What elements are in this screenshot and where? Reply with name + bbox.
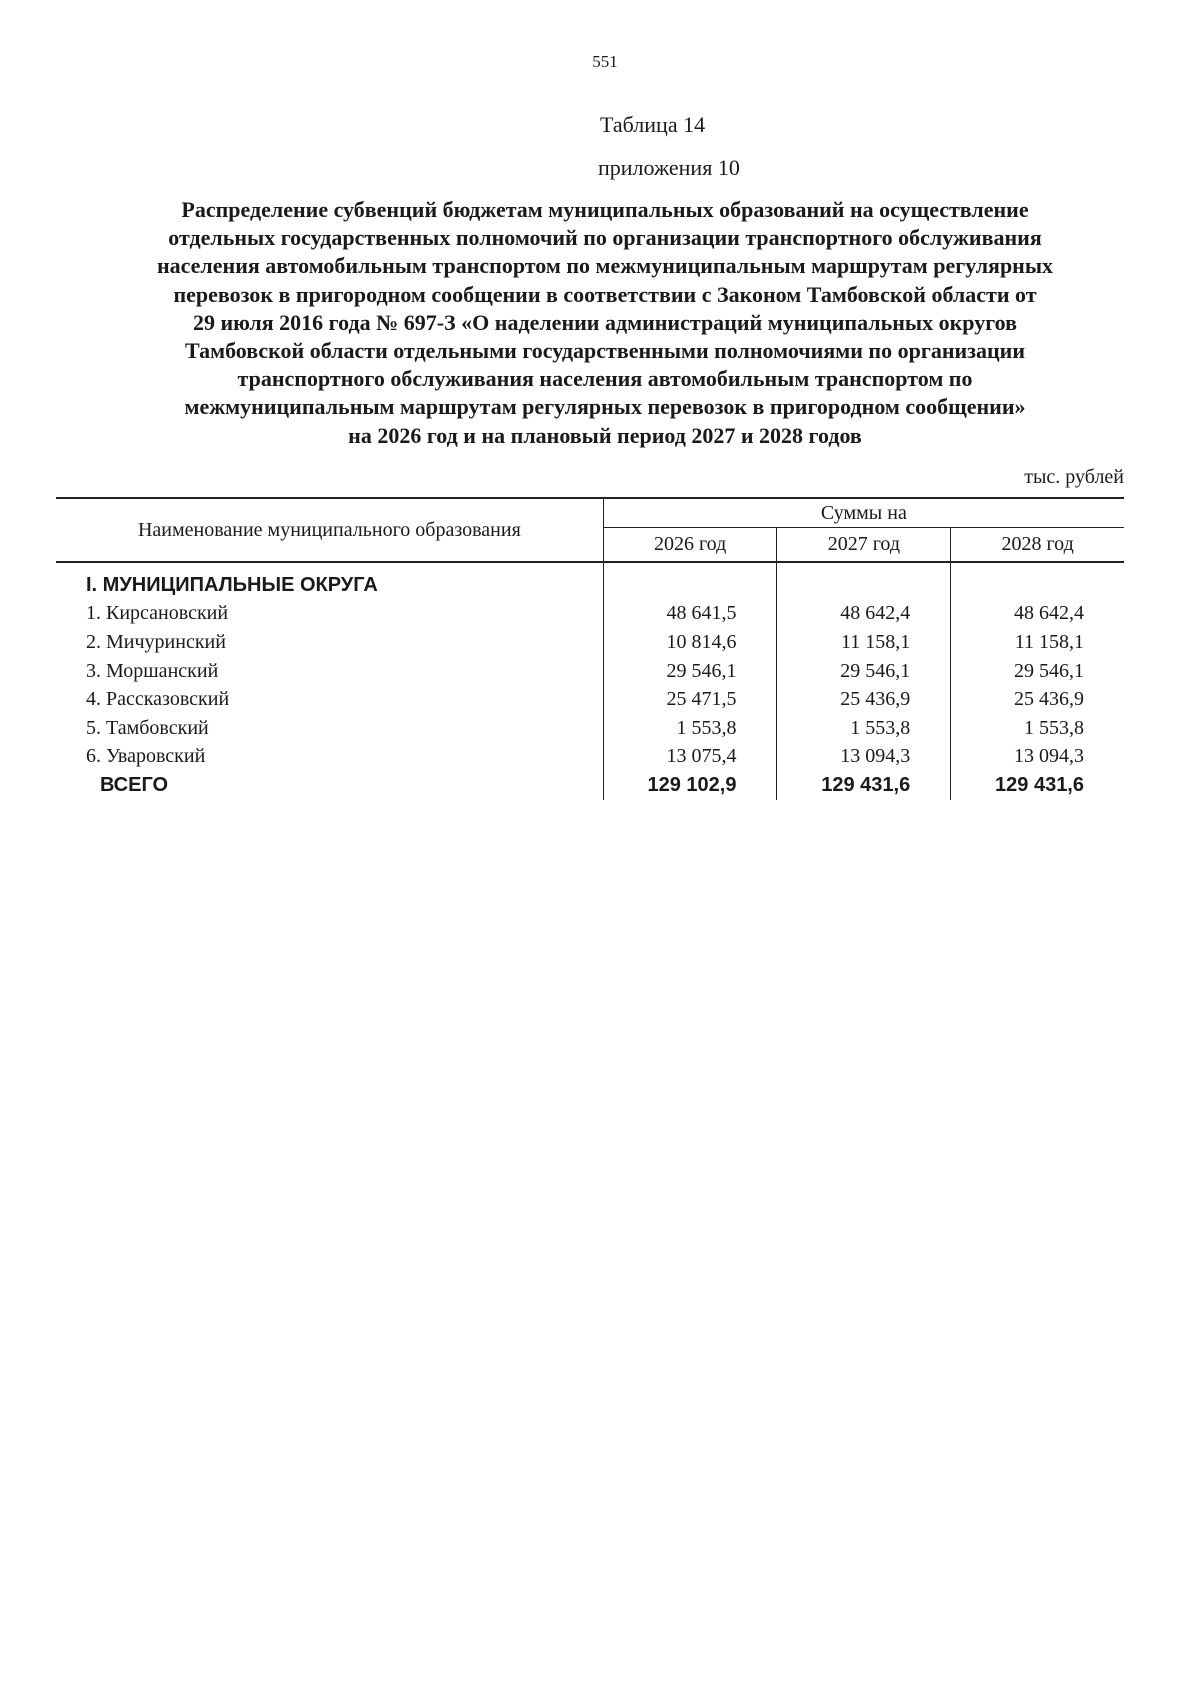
- table-row: [56, 685, 1124, 714]
- total-2027: 129 431,6: [777, 771, 951, 800]
- title-line: транспортного обслуживания населения автомобильным транспортом по: [237, 366, 973, 392]
- title-line: отдельных государственных полномочий по организации транспортного обслуживания: [168, 225, 1042, 251]
- document-title: [70, 196, 1140, 450]
- table-row: [56, 600, 1124, 629]
- amount-2028: 25 436,9: [1014, 688, 1084, 711]
- header-year-2027: 2027 год: [777, 528, 951, 563]
- title-line: Распределение субвенций бюджетам муниципальных образований на осуществление: [181, 197, 1029, 222]
- title-line: на 2026 год и на плановый период 2027 и 2028 годов: [348, 422, 862, 448]
- municipality-name: 1. Кирсановский: [56, 600, 603, 629]
- table-row: [56, 714, 1124, 743]
- units-label: тыс. рублей: [1024, 466, 1124, 488]
- header-year-2028: 2028 год: [951, 528, 1124, 563]
- total-2028: 129 431,6: [995, 773, 1084, 796]
- header-municipality: Наименование муниципального образования: [56, 498, 603, 562]
- amount-2026: 13 075,4: [666, 745, 737, 768]
- amount-2027: 11 158,1: [777, 628, 951, 657]
- title-line: населения автомобильным транспортом по межмуниципальным маршрутам регулярных: [156, 253, 1054, 279]
- municipality-name: 3. Моршанский: [56, 657, 603, 686]
- amount-2027: 13 094,3: [777, 743, 951, 772]
- amount-2027: 1 553,8: [777, 714, 951, 743]
- total-row: [56, 771, 1124, 800]
- municipality-name: 4. Рассказовский: [56, 685, 603, 714]
- municipality-name: 2. Мичуринский: [56, 628, 603, 657]
- amount-2026: 48 641,5: [666, 602, 737, 625]
- amount-2026: 10 814,6: [666, 630, 737, 653]
- amount-2027: 25 436,9: [777, 685, 951, 714]
- title-line: межмуниципальным маршрутам регулярных перевозок в пригородном сообщении»: [184, 394, 1026, 420]
- table-row: [56, 743, 1124, 772]
- section-row: [56, 562, 1124, 600]
- subvention-table: [56, 497, 1124, 800]
- amount-2028: 13 094,3: [1014, 745, 1084, 768]
- amount-2028: 1 553,8: [1024, 716, 1084, 739]
- section-title: I. МУНИЦИПАЛЬНЫЕ ОКРУГА: [56, 562, 603, 600]
- amount-2027: 48 642,4: [777, 600, 951, 629]
- amount-2026: 25 471,5: [666, 688, 737, 711]
- municipality-name: 6. Уваровский: [56, 743, 603, 772]
- title-line: перевозок в пригородном сообщении в соответствии с Законом Тамбовской области от: [173, 281, 1037, 307]
- amount-2027: 29 546,1: [777, 657, 951, 686]
- header-amounts: Суммы на: [603, 498, 1124, 528]
- total-label: ВСЕГО: [56, 771, 603, 800]
- amount-2028: 29 546,1: [1014, 659, 1084, 682]
- header-year-2026: 2026 год: [603, 528, 777, 563]
- amount-2026: 1 553,8: [676, 716, 737, 739]
- amount-2026: 29 546,1: [666, 659, 737, 682]
- table-row: [56, 628, 1124, 657]
- table-number: Таблица 14: [600, 112, 706, 137]
- title-line: 29 июля 2016 года № 697-З «О наделении администраций муниципальных округов: [192, 309, 1017, 335]
- amount-2028: 11 158,1: [1014, 630, 1084, 653]
- amount-2028: 48 642,4: [1014, 602, 1084, 625]
- appendix-reference: приложения 10: [598, 155, 740, 180]
- municipality-name: 5. Тамбовский: [56, 714, 603, 743]
- page-number: 551: [592, 52, 618, 71]
- total-2026: 129 102,9: [647, 773, 737, 796]
- title-line: Тамбовской области отдельными государственными полномочиями по организации: [184, 338, 1026, 364]
- table-row: [56, 657, 1124, 686]
